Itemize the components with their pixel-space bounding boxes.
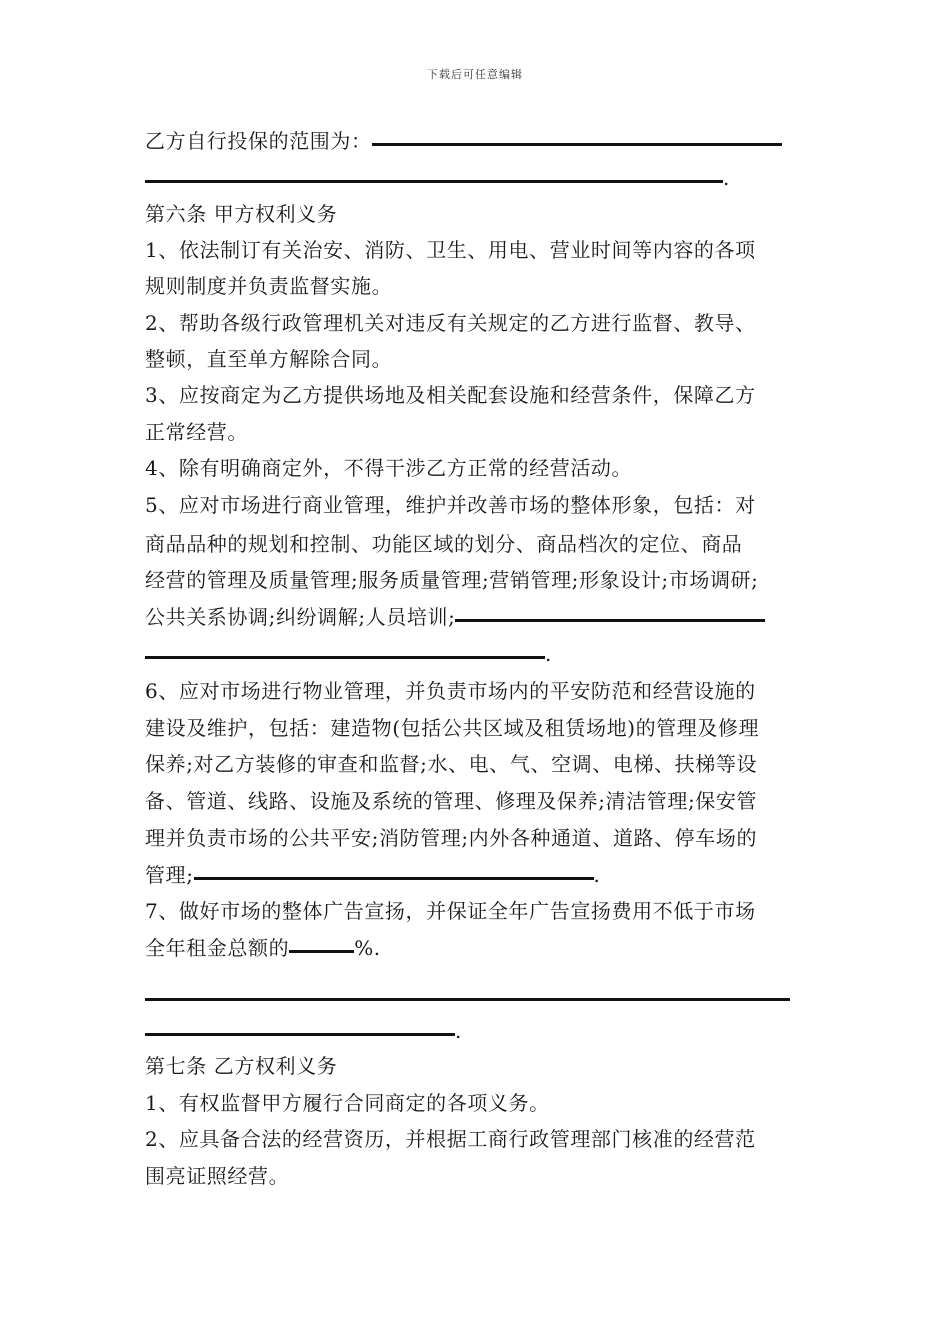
blank-field (455, 615, 765, 622)
paragraph-line: 4、除有明确商定外，不得干涉乙方正常的经营活动。 (145, 456, 633, 480)
paragraph-line: 经营的管理及质量管理;服务质量管理;营销管理;形象设计;市场调研; (145, 568, 759, 592)
paragraph-line: 建设及维护，包括：建造物(包括公共区域及租赁场地)的管理及修理 (145, 716, 760, 740)
paragraph-line: 正常经营。 (145, 420, 248, 444)
section-heading-6: 第六条 甲方权利义务 (145, 202, 338, 226)
line-tail: . (545, 642, 552, 666)
line-text: 管理; (145, 863, 194, 887)
line-insurance-scope (145, 128, 810, 154)
line-blank (145, 641, 810, 667)
paragraph-line (145, 604, 810, 630)
paragraph-line: 整顿，直至单方解除合同。 (145, 347, 393, 371)
section-heading-7: 第七条 乙方权利义务 (145, 1054, 338, 1078)
paragraph-line: 6、应对市场进行物业管理，并负责市场内的平安防范和经营设施的 (145, 679, 756, 703)
paragraph-line: 7、做好市场的整体广告宣扬，并保证全年广告宣扬费用不低于市场 (145, 899, 756, 923)
blank-field (372, 139, 782, 146)
line-text: 公共关系协调;纠纷调解;人员培训; (145, 605, 456, 629)
paragraph-line: 商品品种的规划和控制、功能区域的划分、商品档次的定位、商品 (145, 532, 743, 556)
line-blank (145, 983, 810, 1009)
page-header: 下载后可任意编辑 (427, 68, 523, 81)
paragraph-line: 2、帮助各级行政管理机关对违反有关规定的乙方进行监督、教导、 (145, 311, 756, 335)
paragraph-line: 1、有权监督甲方履行合同商定的各项义务。 (145, 1091, 550, 1115)
line-blank (145, 1018, 810, 1044)
line-tail: . (455, 1019, 462, 1043)
paragraph-line: 围亮证照经营。 (145, 1164, 290, 1188)
blank-field (194, 873, 594, 880)
paragraph-line: 2、应具备合法的经营资历，并根据工商行政管理部门核准的经营范 (145, 1127, 756, 1151)
line-tail: %. (354, 936, 381, 960)
paragraph-line: 保养;对乙方装修的审查和监督;水、电、气、空调、电梯、扶梯等设 (145, 752, 758, 776)
paragraph-line (145, 935, 810, 961)
blank-field (145, 652, 545, 659)
line-tail: . (593, 863, 601, 887)
blank-field (289, 946, 354, 953)
paragraph-line: 1、依法制订有关治安、消防、卫生、用电、营业时间等内容的各项 (145, 238, 756, 262)
blank-field (145, 1029, 455, 1036)
line-tail: . (723, 166, 730, 190)
line-blank (145, 165, 810, 191)
paragraph-line: 3、应按商定为乙方提供场地及相关配套设施和经营条件，保障乙方 (145, 383, 756, 407)
blank-field (145, 176, 723, 183)
paragraph-line: 备、管道、线路、设施及系统的管理、修理及保养;清洁管理;保安管 (145, 789, 758, 813)
paragraph-line: 规则制度并负责监督实施。 (145, 274, 393, 298)
paragraph-line: 5、应对市场进行商业管理，维护并改善市场的整体形象，包括：对 (145, 493, 756, 517)
blank-field (145, 994, 790, 1001)
line-text: 乙方自行投保的范围为： (145, 129, 372, 153)
paragraph-line: 理并负责市场的公共平安;消防管理;内外各种通道、道路、停车场的 (145, 826, 758, 850)
paragraph-line (145, 862, 810, 888)
line-text: 全年租金总额的 (145, 936, 290, 960)
